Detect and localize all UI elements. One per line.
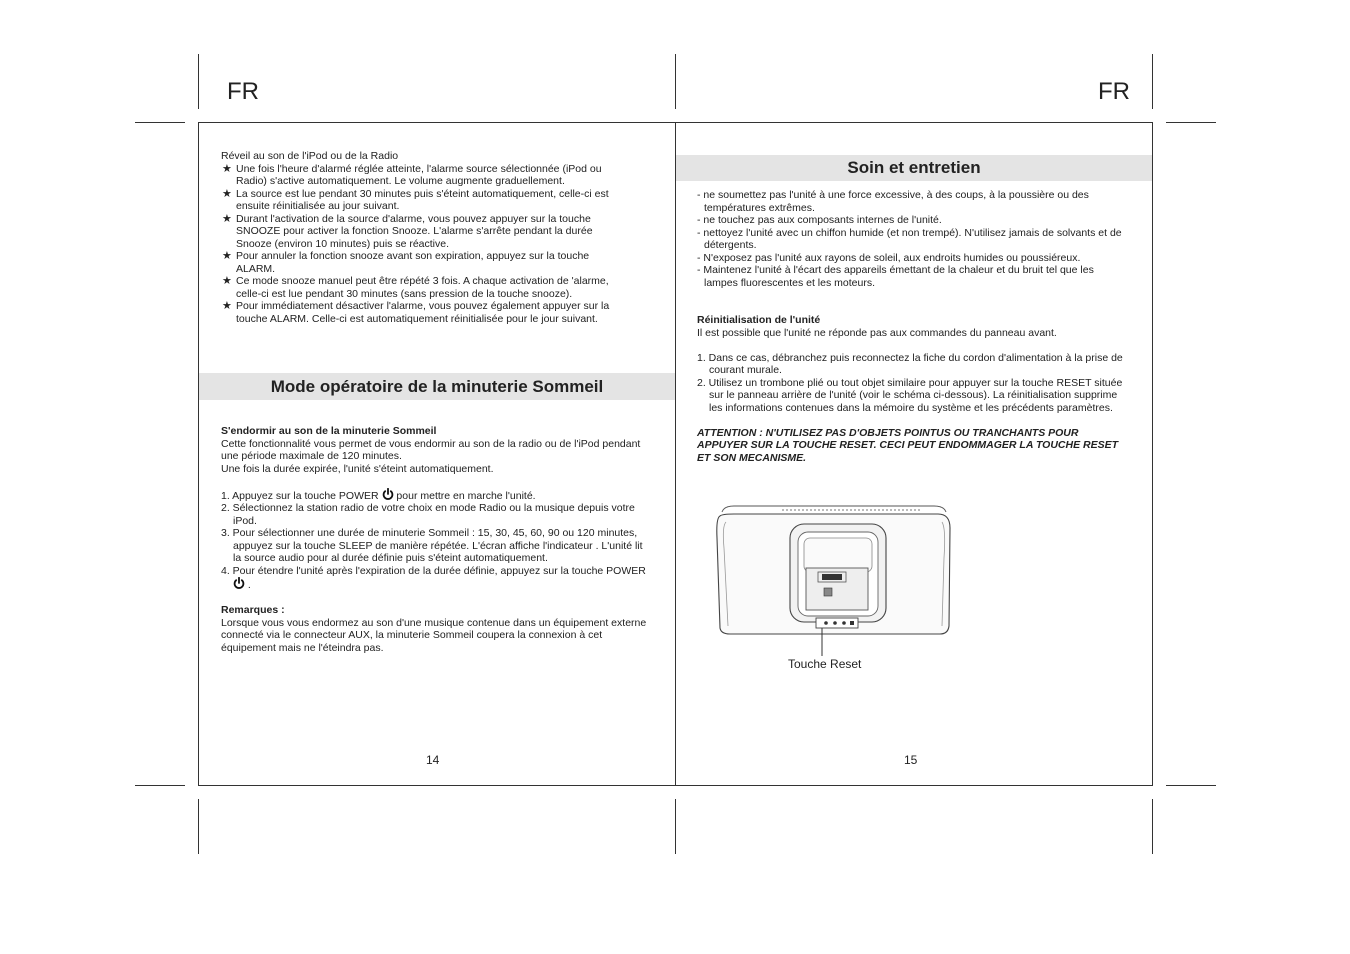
- remarks-text: Lorsque vous vous endormez au son d'une musique contenue dans un équipement externe connecté via le connecteur AUX, la minuterie Sommeil coupera la connexion à cet équipement mais ne l'éteindra pas.: [221, 616, 647, 654]
- left-page-top: [221, 150, 626, 325]
- list-item: - Maintenez l'unité à l'écart des appareils émettant de la chaleur et du bruit tel que les lampes fluorescentes et les moteurs.: [697, 264, 1094, 289]
- power-icon: [233, 577, 245, 590]
- left-page-body: [221, 425, 653, 654]
- list-item: ★ La source est lue pendant 30 minutes puis s'éteint automatiquement, celle-ci est ensuite réinitialisée au jour suivant.: [222, 187, 609, 212]
- reset-intro: Il est possible que l'unité ne réponde pas aux commandes du panneau avant.: [697, 326, 1057, 339]
- sleep-heading: S'endormir au son de la minuterie Sommeil: [221, 425, 437, 437]
- crop-mark: [1152, 799, 1153, 854]
- sleep-intro: Cette fonctionnalité vous permet de vous endormir au son de la radio ou de l'iPod pendant une période maximale de 120 minutes.: [221, 437, 641, 462]
- figure-label: Touche Reset: [788, 657, 862, 671]
- list-item: 4. Pour étendre l'unité après l'expiration de la durée définie, appuyez sur la touche POWER .: [221, 564, 646, 591]
- section-banner-sleep: Mode opératoire de la minuterie Sommeil: [199, 373, 675, 400]
- device-rear-illustration: [712, 498, 957, 660]
- list-item: ★ Ce mode snooze manuel peut être répété 3 fois. A chaque activation de 'alarme, celle-ci est lue pendant 30 minutes (sans pression de la touche snooze).: [222, 275, 609, 300]
- crop-mark: [198, 54, 199, 109]
- reset-heading: Réinitialisation de l'unité: [697, 314, 821, 326]
- star-bullet-icon: ★: [222, 300, 232, 312]
- right-page-body: [697, 189, 1127, 289]
- star-bullet-icon: ★: [222, 212, 232, 225]
- list-item: - ne touchez pas aux composants internes de l'unité.: [697, 214, 942, 226]
- list-item: ★ Durant l'activation de la source d'alarme, vous pouvez appuyer sur la touche SNOOZE pour activer la fonction Snooze. L'alarme s'arrête pendant la durée Snooze (environ 10 minutes) puis se réactive.: [222, 212, 593, 250]
- list-item: - nettoyez l'unité avec un chiffon humide (et non trempé). N'utilisez jamais de solvants et de détergents.: [697, 226, 1122, 251]
- crop-mark: [198, 799, 199, 854]
- list-item: - N'exposez pas l'unité aux rayons de soleil, aux endroits humides ou poussiéreux.: [697, 251, 1081, 264]
- language-label-right: FR: [1098, 78, 1130, 105]
- star-bullet-icon: ★: [222, 162, 232, 175]
- crop-mark: [135, 785, 185, 786]
- star-bullet-icon: ★: [222, 275, 232, 287]
- warning-text: ATTENTION : N'UTILISEZ PAS D'OBJETS POINTUS OU TRANCHANTS POUR APPUYER SUR LA TOUCHE RESET. CECI PEUT ENDOMMAGER LA TOUCHE RESET ET SON MECANISME.: [697, 426, 1119, 464]
- list-item: 2. Utilisez un trombone plié ou tout objet similaire pour appuyer sur la touche RESET située sur le panneau arrière de l'unité (voir le schéma ci-dessous). La réinitialisation supprime les informations contenues dans la mémoire du système et les précédents paramètres.: [697, 376, 1123, 414]
- sleep-intro-2: Une fois la durée expirée, l'unité s'éteint automatiquement.: [221, 462, 494, 475]
- section-banner-care: Soin et entretien: [676, 155, 1152, 181]
- alarm-list: [221, 163, 626, 326]
- list-item: 3. Pour sélectionner une durée de minuterie Sommeil : 15, 30, 45, 60, 90 ou 120 minutes, appuyez sur la touche SLEEP de manière répétée. L'écran affiche l'indicateur . L'unité lit la source audio pour al durée définie puis s'éteint automatiquement.: [221, 527, 643, 564]
- remarks-heading: Remarques :: [221, 604, 285, 616]
- crop-mark: [1152, 54, 1153, 109]
- sleep-steps: [221, 488, 653, 592]
- care-list: [697, 189, 1127, 289]
- star-bullet-icon: ★: [222, 187, 232, 200]
- crop-mark: [1166, 785, 1216, 786]
- language-label-left: FR: [227, 78, 259, 105]
- power-icon: [382, 488, 394, 501]
- crop-mark: [135, 122, 185, 123]
- alarm-section-title: Réveil au son de l'iPod ou de la Radio: [221, 150, 399, 162]
- list-item: ★ Pour annuler la fonction snooze avant son expiration, appuyez sur la touche ALARM.: [222, 250, 590, 275]
- list-item: 1. Dans ce cas, débranchez puis reconnectez la fiche du cordon d'alimentation à la prise de courant murale.: [697, 351, 1123, 376]
- list-item: 1. Appuyez sur la touche POWER pour mettre en marche l'unité.: [221, 489, 536, 502]
- crop-mark: [675, 54, 676, 109]
- page-divider: [675, 122, 676, 786]
- page-number-right: 15: [904, 753, 918, 767]
- list-item: 2. Sélectionnez la station radio de votre choix en mode Radio ou la musique depuis votre iPod.: [221, 502, 635, 527]
- list-item: - ne soumettez pas l'unité à une force excessive, à des coups, à la poussière ou des températures extrêmes.: [697, 189, 1089, 214]
- page-number-left: 14: [426, 753, 440, 767]
- list-item: ★ Une fois l'heure d'alarmé réglée atteinte, l'alarme source sélectionnée (iPod ou Radio) s'active automatiquement. Le volume augmente graduellement.: [222, 162, 602, 187]
- list-item: ★ Pour immédiatement désactiver l'alarme, vous pouvez également appuyer sur la touche ALARM. Celle-ci est automatiquement réinitialisée pour le jour suivant.: [222, 300, 610, 325]
- crop-mark: [1166, 122, 1216, 123]
- crop-mark: [675, 799, 676, 854]
- reset-section: [697, 314, 1127, 464]
- reset-steps: [697, 352, 1127, 415]
- star-bullet-icon: ★: [222, 250, 232, 262]
